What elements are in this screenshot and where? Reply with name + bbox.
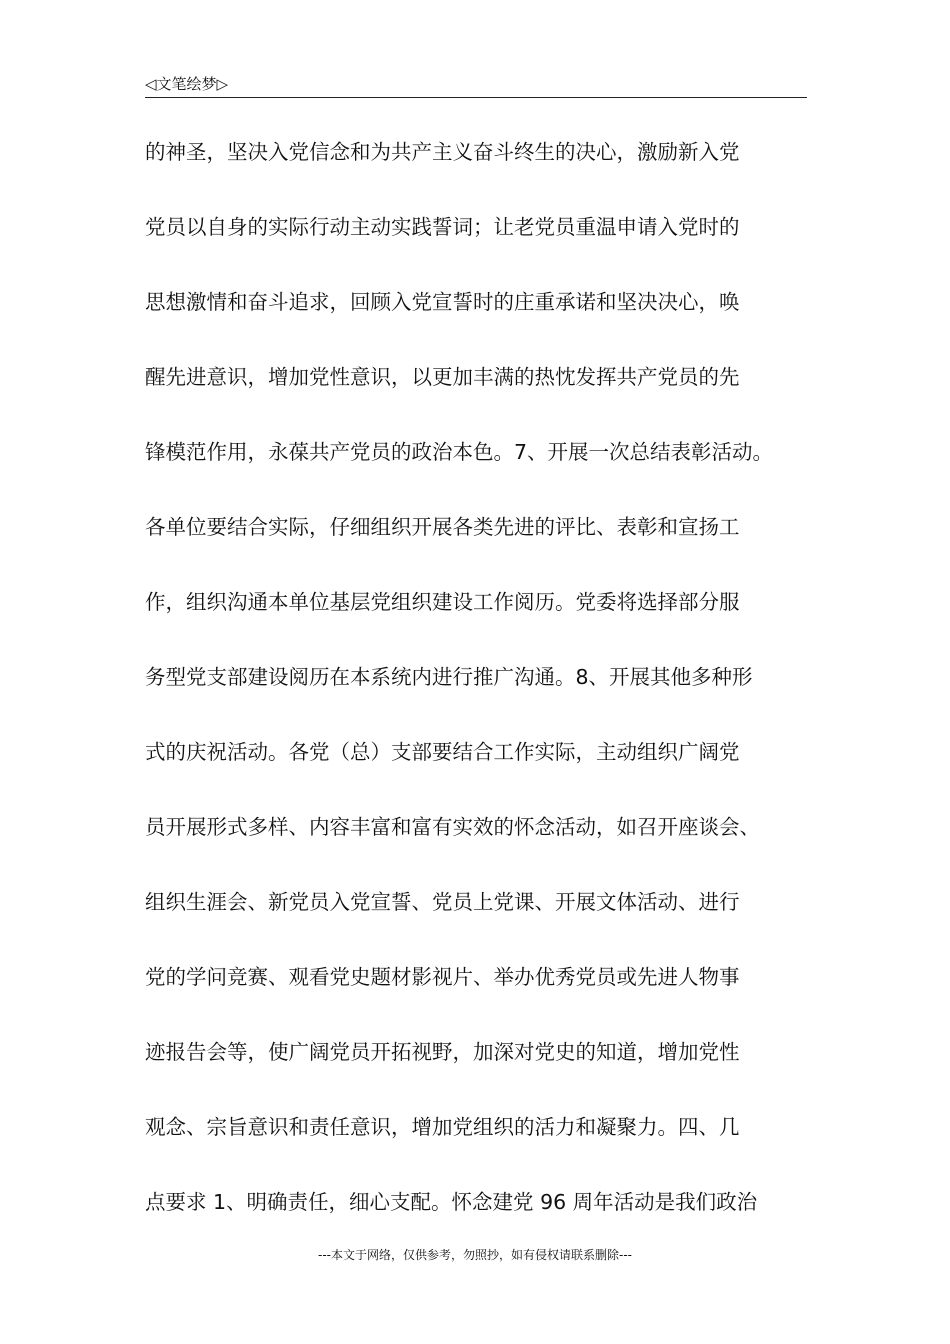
page-header bbox=[145, 74, 807, 98]
text-line: 迹报告会等，使广阔党员开拓视野，加深对党史的知道，增加党性 bbox=[145, 1040, 740, 1064]
text-line: 务型党支部建设阅历在本系统内进行推广沟通。8、开展其他多种形 bbox=[145, 665, 753, 689]
body-text bbox=[145, 132, 825, 1257]
header-title: ◁文笔绘梦▷ bbox=[145, 75, 229, 93]
page-footer-notice: ---本文于网络，仅供参考，勿照抄，如有侵权请联系删除--- bbox=[318, 1248, 632, 1262]
text-line: 组织生涯会、新党员入党宣誓、党员上党课、开展文体活动、进行 bbox=[145, 890, 740, 914]
text-line: 党员以自身的实际行动主动实践誓词；让老党员重温申请入党时的 bbox=[145, 215, 740, 239]
text-line: 观念、宗旨意识和责任意识，增加党组织的活力和凝聚力。四、几 bbox=[145, 1115, 740, 1139]
header-divider bbox=[145, 97, 807, 98]
text-line: 思想激情和奋斗追求，回顾入党宣誓时的庄重承诺和坚决决心，唤 bbox=[145, 290, 740, 314]
text-line: 员开展形式多样、内容丰富和富有实效的怀念活动，如召开座谈会、 bbox=[145, 815, 760, 839]
text-line: 醒先进意识，增加党性意识，以更加丰满的热忱发挥共产党员的先 bbox=[145, 365, 740, 389]
text-line: 党的学问竞赛、观看党史题材影视片、举办优秀党员或先进人物事 bbox=[145, 965, 740, 989]
text-line: 式的庆祝活动。各党（总）支部要结合工作实际，主动组织广阔党 bbox=[145, 740, 740, 764]
text-line: 各单位要结合实际，仔细组织开展各类先进的评比、表彰和宣扬工 bbox=[145, 515, 740, 539]
text-line: 的神圣，坚决入党信念和为共产主义奋斗终生的决心，激励新入党 bbox=[145, 140, 740, 164]
text-line: 点要求 1、明确责任，细心支配。怀念建党 96 周年活动是我们政治 bbox=[145, 1190, 758, 1214]
text-line: 锋模范作用，永葆共产党员的政治本色。7、开展一次总结表彰活动。 bbox=[145, 440, 774, 464]
text-line: 作，组织沟通本单位基层党组织建设工作阅历。党委将选择部分服 bbox=[145, 590, 740, 614]
